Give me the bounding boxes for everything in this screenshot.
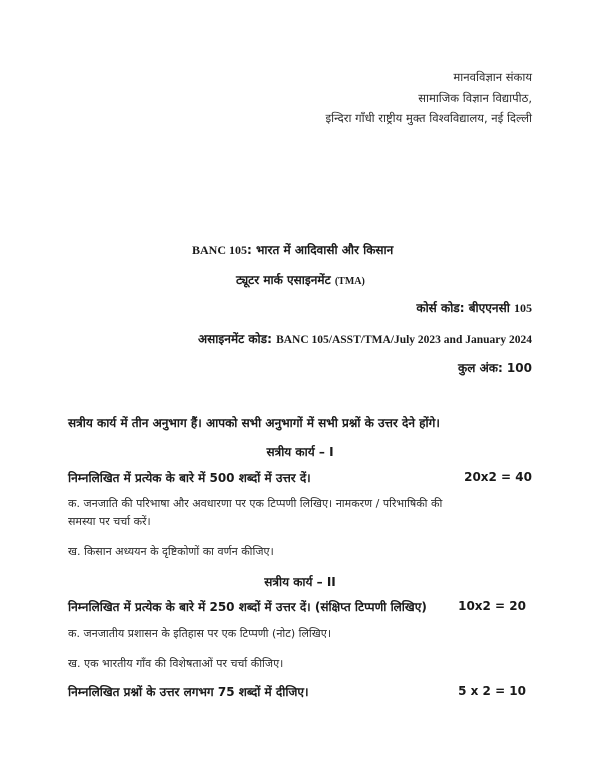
assignment-code-value: BANC 105/ASST/TMA/July 2023 and January 2024 (276, 334, 532, 346)
course-code (416, 299, 532, 316)
tma-title-text: ट्यूटर मार्क एसाइनमेंट (236, 273, 331, 287)
general-instructions: सत्रीय कार्य में तीन अनुभाग हैं। आपको सभी अनुभागों में सभी प्रश्नों के उत्तर देने होंगे। (68, 416, 440, 430)
section-3-marks: 5 x 2 = 10 (458, 684, 526, 698)
section-1-question-b: ख. किसान अध्ययन के दृष्टिकोणों का वर्णन कीजिए। (68, 545, 274, 558)
assignment-code (198, 330, 532, 347)
header-school: सामाजिक विज्ञान विद्यापीठ, (418, 91, 532, 105)
section-2-marks: 10x2 = 20 (458, 599, 526, 613)
tma-abbr: (TMA) (334, 276, 365, 287)
section-2-question-a: क. जनजातीय प्रशासन के इतिहास पर एक टिप्पणी (नोट) लिखिए। (68, 627, 332, 640)
section-1-instruction: निम्नलिखित में प्रत्येक के बारे में 500 शब्दों में उत्तर दें। (68, 471, 311, 485)
header-university: इन्दिरा गाँधी राष्ट्रीय मुक्त विश्वविद्यालय, नई दिल्ली (325, 111, 532, 125)
section-1-question-a-line2: समस्या पर चर्चा करें। (68, 515, 151, 528)
course-title-text: : भारत में आदिवासी और किसान (247, 243, 394, 257)
section-3-instruction: निम्नलिखित प्रश्नों के उत्तर लगभग 75 शब्दों में दीजिए। (68, 685, 309, 699)
total-marks: कुल अंक: 100 (458, 361, 532, 375)
section-1-heading: सत्रीय कार्य – I (266, 445, 334, 459)
course-code-label: कोर्स कोड: बीएएनसी (416, 301, 510, 315)
course-code-value: 105 (514, 301, 532, 315)
section-1-marks: 20x2 = 40 (464, 470, 532, 484)
section-1-question-a-line1: क. जनजाति की परिभाषा और अवधारणा पर एक टिप्पणी लिखिए। नामकरण / परिभाषिकी की (68, 497, 443, 510)
header-faculty: मानवविज्ञान संकाय (453, 70, 532, 84)
section-2-question-b: ख. एक भारतीय गाँव की विशेषताओं पर चर्चा कीजिए। (68, 657, 284, 670)
section-2-instruction: निम्नलिखित में प्रत्येक के बारे में 250 शब्दों में उत्तर दें। (संक्षिप्त टिप्पणी लिखिए) (68, 600, 427, 614)
assignment-code-label: असाइनमेंट कोड: (198, 332, 272, 346)
tma-title (236, 271, 365, 288)
course-title-code: BANC 105 (192, 243, 248, 257)
section-2-heading: सत्रीय कार्य – II (264, 575, 336, 589)
course-title (192, 241, 393, 258)
